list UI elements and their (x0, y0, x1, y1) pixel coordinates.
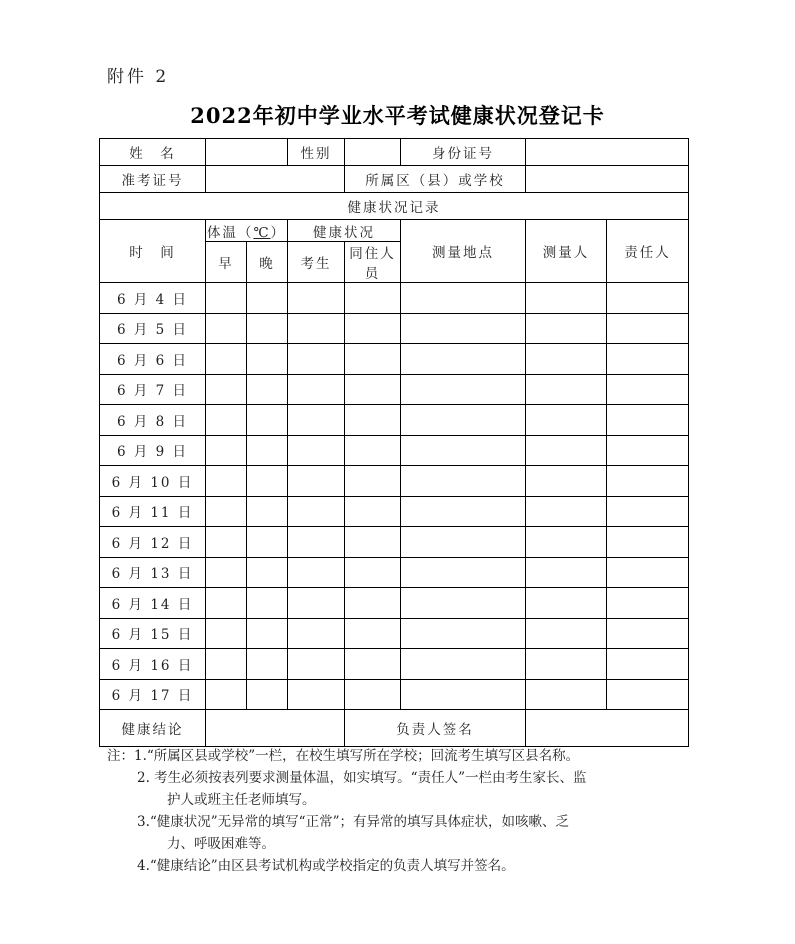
responsible-cell[interactable] (607, 344, 689, 375)
cohabitant-label: 同住人员 (345, 242, 401, 283)
location-cell[interactable] (401, 557, 526, 588)
measurer-cell[interactable] (526, 618, 607, 649)
measurer-cell[interactable] (526, 588, 607, 619)
morning-temp-cell[interactable] (206, 283, 247, 314)
id-field[interactable] (526, 139, 689, 166)
date-row (100, 588, 689, 619)
responsible-cell[interactable] (607, 679, 689, 710)
cohabitant-health-cell[interactable] (345, 588, 401, 619)
cohabitant-health-cell[interactable] (345, 405, 401, 436)
morning-temp-cell[interactable] (206, 496, 247, 527)
cohabitant-health-cell[interactable] (345, 496, 401, 527)
date-row (100, 557, 689, 588)
responsible-cell[interactable] (607, 466, 689, 497)
cohabitant-health-cell[interactable] (345, 374, 401, 405)
responsible-cell[interactable] (607, 649, 689, 680)
responsible-cell[interactable] (607, 527, 689, 558)
date-row (100, 435, 689, 466)
note-line: 4.“健康结论”由区县考试机构或学校指定的负责人填写并签名。 (137, 858, 515, 874)
candidate-health-cell[interactable] (288, 527, 345, 558)
morning-temp-cell[interactable] (206, 435, 247, 466)
date-label: 6 月 9 日 (100, 435, 206, 466)
evening-temp-cell[interactable] (247, 527, 288, 558)
morning-temp-cell[interactable] (206, 374, 247, 405)
district-label: 所属区（县）或学校 (345, 166, 526, 193)
candidate-health-cell[interactable] (288, 618, 345, 649)
signature-label: 负责人签名 (345, 710, 526, 747)
date-row (100, 466, 689, 497)
location-cell[interactable] (401, 405, 526, 436)
exam-no-label: 准考证号 (100, 166, 206, 193)
measurer-cell[interactable] (526, 344, 607, 375)
date-label: 6 月 5 日 (100, 313, 206, 344)
morning-temp-cell[interactable] (206, 588, 247, 619)
responsible-cell[interactable] (607, 496, 689, 527)
evening-temp-cell[interactable] (247, 405, 288, 436)
note-line: 护人或班主任老师填写。 (167, 792, 316, 808)
candidate-health-cell[interactable] (288, 679, 345, 710)
evening-temp-cell[interactable] (247, 283, 288, 314)
morning-temp-cell[interactable] (206, 618, 247, 649)
measurer-cell[interactable] (526, 466, 607, 497)
temp-label (206, 220, 288, 242)
temp-label-pre: 体温（ (206, 224, 254, 241)
cohabitant-health-cell[interactable] (345, 618, 401, 649)
date-row (100, 618, 689, 649)
responsible-cell[interactable] (607, 405, 689, 436)
date-label: 6 月 12 日 (100, 527, 206, 558)
date-row (100, 679, 689, 710)
date-label: 6 月 4 日 (100, 283, 206, 314)
location-cell[interactable] (401, 618, 526, 649)
measurer-cell[interactable] (526, 313, 607, 344)
candidate-health-cell[interactable] (288, 344, 345, 375)
evening-temp-cell[interactable] (247, 557, 288, 588)
signature-field[interactable] (526, 710, 689, 747)
candidate-health-cell[interactable] (288, 557, 345, 588)
note-line: 注：1.“所属区县或学校”一栏，在校生填写所在学校；回流考生填写区县名称。 (107, 748, 580, 764)
cohabitant-health-cell[interactable] (345, 435, 401, 466)
measurer-cell[interactable] (526, 435, 607, 466)
responsible-cell[interactable] (607, 588, 689, 619)
location-label: 测量地点 (401, 220, 526, 283)
candidate-health-cell[interactable] (288, 374, 345, 405)
measurer-cell[interactable] (526, 557, 607, 588)
conclusion-label: 健康结论 (100, 710, 206, 747)
date-label: 6 月 11 日 (100, 496, 206, 527)
candidate-health-cell[interactable] (288, 588, 345, 619)
responsible-cell[interactable] (607, 435, 689, 466)
date-label: 6 月 7 日 (100, 374, 206, 405)
temp-unit: ℃ (253, 224, 271, 241)
morning-temp-cell[interactable] (206, 557, 247, 588)
date-row (100, 496, 689, 527)
measurer-cell[interactable] (526, 649, 607, 680)
note-line: 力、呼吸困难等。 (167, 836, 275, 852)
morning-label: 早 (206, 242, 247, 283)
evening-temp-cell[interactable] (247, 435, 288, 466)
morning-temp-cell[interactable] (206, 527, 247, 558)
morning-temp-cell[interactable] (206, 679, 247, 710)
note-line: 2. 考生必须按表列要求测量体温，如实填写。“责任人”一栏由考生家长、监 (137, 770, 587, 786)
page-title: 2022年初中学业水平考试健康状况登记卡 (190, 103, 605, 128)
cohabitant-health-cell[interactable] (345, 679, 401, 710)
notes (107, 745, 707, 877)
morning-temp-cell[interactable] (206, 466, 247, 497)
evening-temp-cell[interactable] (247, 649, 288, 680)
date-row (100, 527, 689, 558)
section-header: 健康状况记录 (100, 193, 689, 220)
location-cell[interactable] (401, 435, 526, 466)
measurer-cell[interactable] (526, 496, 607, 527)
exam-no-field[interactable] (206, 166, 345, 193)
date-row (100, 374, 689, 405)
candidate-health-cell[interactable] (288, 313, 345, 344)
candidate-label: 考生 (288, 242, 345, 283)
responsible-cell[interactable] (607, 283, 689, 314)
location-cell[interactable] (401, 466, 526, 497)
conclusion-field[interactable] (206, 710, 345, 747)
location-cell[interactable] (401, 588, 526, 619)
cohabitant-health-cell[interactable] (345, 649, 401, 680)
date-label: 6 月 10 日 (100, 466, 206, 497)
id-label: 身份证号 (401, 139, 526, 166)
responsible-cell[interactable] (607, 313, 689, 344)
evening-label: 晚 (247, 242, 288, 283)
responsible-cell[interactable] (607, 557, 689, 588)
measurer-cell[interactable] (526, 527, 607, 558)
cohabitant-health-cell[interactable] (345, 283, 401, 314)
evening-temp-cell[interactable] (247, 344, 288, 375)
measurer-cell[interactable] (526, 679, 607, 710)
evening-temp-cell[interactable] (247, 618, 288, 649)
date-label: 6 月 13 日 (100, 557, 206, 588)
cohabitant-health-cell[interactable] (345, 344, 401, 375)
health-label: 健康状况 (288, 220, 401, 242)
candidate-health-cell[interactable] (288, 405, 345, 436)
evening-temp-cell[interactable] (247, 496, 288, 527)
candidate-health-cell[interactable] (288, 435, 345, 466)
candidate-health-cell[interactable] (288, 649, 345, 680)
date-row (100, 283, 689, 314)
gender-field[interactable] (345, 139, 401, 166)
temp-label-post: ） (270, 224, 287, 241)
measurer-cell[interactable] (526, 405, 607, 436)
responsible-cell[interactable] (607, 618, 689, 649)
location-cell[interactable] (401, 374, 526, 405)
candidate-health-cell[interactable] (288, 283, 345, 314)
health-record-table (99, 138, 689, 747)
cohabitant-health-cell[interactable] (345, 527, 401, 558)
location-cell[interactable] (401, 313, 526, 344)
cohabitant-health-cell[interactable] (345, 313, 401, 344)
district-field[interactable] (526, 166, 689, 193)
date-label: 6 月 8 日 (100, 405, 206, 436)
date-label: 6 月 17 日 (100, 679, 206, 710)
evening-temp-cell[interactable] (247, 588, 288, 619)
gender-label: 性别 (288, 139, 345, 166)
measurer-label: 测量人 (526, 220, 607, 283)
measurer-cell[interactable] (526, 374, 607, 405)
location-cell[interactable] (401, 344, 526, 375)
candidate-health-cell[interactable] (288, 496, 345, 527)
date-row (100, 313, 689, 344)
note-line: 3.“健康状况”无异常的填写“正常”；有异常的填写具体症状，如咳嗽、乏 (137, 814, 569, 830)
time-label: 时 间 (100, 220, 206, 283)
responsible-label: 责任人 (607, 220, 689, 283)
morning-temp-cell[interactable] (206, 405, 247, 436)
date-row (100, 344, 689, 375)
morning-temp-cell[interactable] (206, 313, 247, 344)
location-cell[interactable] (401, 283, 526, 314)
candidate-health-cell[interactable] (288, 466, 345, 497)
evening-temp-cell[interactable] (247, 374, 288, 405)
date-row (100, 405, 689, 436)
name-field[interactable] (206, 139, 288, 166)
morning-temp-cell[interactable] (206, 649, 247, 680)
evening-temp-cell[interactable] (247, 466, 288, 497)
date-label: 6 月 14 日 (100, 588, 206, 619)
evening-temp-cell[interactable] (247, 313, 288, 344)
name-label: 姓 名 (100, 139, 206, 166)
measurer-cell[interactable] (526, 283, 607, 314)
location-cell[interactable] (401, 679, 526, 710)
date-label: 6 月 16 日 (100, 649, 206, 680)
date-label: 6 月 15 日 (100, 618, 206, 649)
morning-temp-cell[interactable] (206, 344, 247, 375)
date-row (100, 649, 689, 680)
location-cell[interactable] (401, 649, 526, 680)
cohabitant-health-cell[interactable] (345, 557, 401, 588)
attachment-label: 附件 2 (107, 67, 170, 87)
date-label: 6 月 6 日 (100, 344, 206, 375)
location-cell[interactable] (401, 496, 526, 527)
cohabitant-health-cell[interactable] (345, 466, 401, 497)
responsible-cell[interactable] (607, 374, 689, 405)
location-cell[interactable] (401, 527, 526, 558)
evening-temp-cell[interactable] (247, 679, 288, 710)
